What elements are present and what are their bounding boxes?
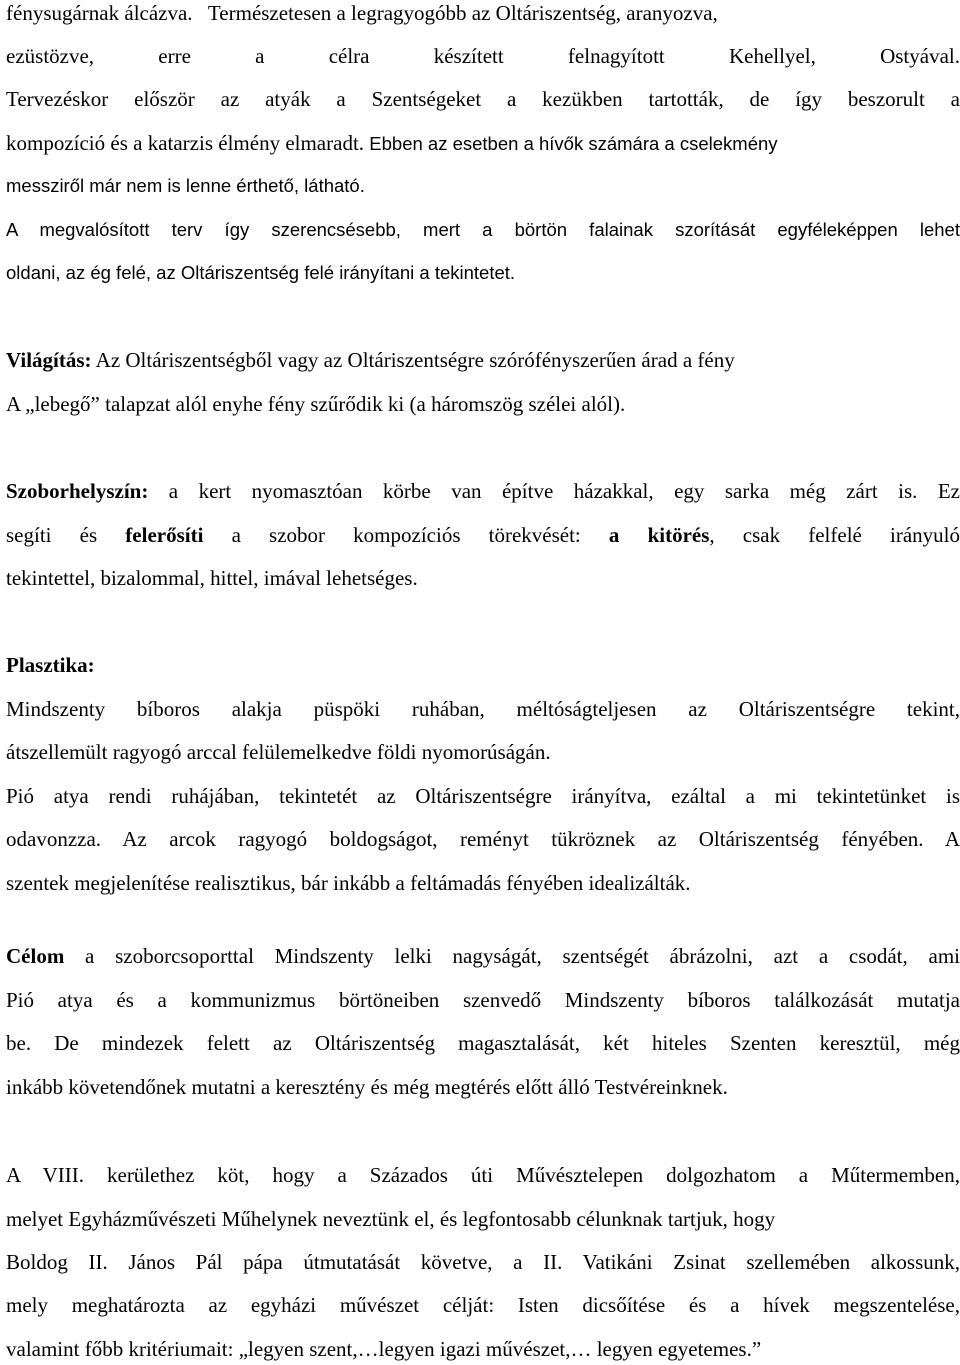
intro-line-7: oldani, az ég felé, az Oltáriszentség felé irányítani a tekintetet. xyxy=(6,262,516,283)
plastic-line-1: Mindszenty bíboros alakja püspöki ruhában, méltóságteljesen az Oltáriszentségre tekint, xyxy=(6,697,960,721)
closing-line-5: valamint főbb kritériumait: „legyen szent,…legyen igazi művészet,… legyen egyetemes.” xyxy=(6,1337,762,1361)
intro-line-6: A megvalósított terv így szerencsésebb, mert a börtön falainak szorítását egyféleképpen lehet xyxy=(6,219,960,240)
emphasis-felerositi: felerősíti xyxy=(125,523,204,547)
location-line-2: segíti és felerősíti a szobor kompozíciós törekvését: a kitörés, csak felfelé irányuló xyxy=(6,523,960,547)
lighting-label: Világítás: xyxy=(6,348,92,372)
goal-line-4: inkább követendőnek mutatni a keresztény és még megtérés előtt álló Testvéreinknek. xyxy=(6,1075,728,1099)
location-line-1: Szoborhelyszín: a kert nyomasztóan körbe van építve házakkal, egy sarka még zárt is. Ez xyxy=(6,479,960,503)
plastic-heading: Plasztika: xyxy=(6,653,95,677)
plastic-line-5: szentek megjelenítése realisztikus, bár inkább a feltámadás fényében idealizálták. xyxy=(6,871,691,895)
plastic-line-2: átszellemült ragyogó arccal felülemelkedve földi nyomorúságán. xyxy=(6,740,551,764)
goal-line-1: Célom a szoborcsoporttal Mindszenty lelki nagyságát, szentségét ábrázolni, azt a csodát, ami xyxy=(6,944,960,968)
closing-line-3: Boldog II. János Pál pápa útmutatását követve, a II. Vatikáni Zsinat szellemében alkossunk, xyxy=(6,1250,960,1274)
lighting-line-2: A „lebegő” talapzat alól enyhe fény szűrődik ki (a háromszög szélei alól). xyxy=(6,392,626,416)
intro-line-4: kompozíció és a katarzis élmény elmaradt. Ebben az esetben a hívők számára a cselekmény xyxy=(6,131,778,155)
goal-line-2: Pió atya és a kommunizmus börtöneiben szenvedő Mindszenty bíboros találkozását mutatja xyxy=(6,988,960,1012)
intro-line-2: ezüstözve, erre a célra készített felnagyított Kehellyel, Ostyával. xyxy=(6,44,960,68)
plastic-line-4: odavonzza. Az arcok ragyogó boldogságot, reményt tükröznek az Oltáriszentség fényében. A xyxy=(6,827,960,851)
location-line-3: tekintettel, bizalommal, hittel, imával lehetséges. xyxy=(6,566,418,590)
location-label: Szoborhelyszín: xyxy=(6,479,149,503)
closing-line-4: mely meghatározta az egyházi művészet célját: Isten dicsőítése és a hívek megszentelése, xyxy=(6,1293,960,1317)
intro-line-1: fénysugárnak álcázva. Természetesen a legragyogóbb az Oltáriszentség, aranyozva, xyxy=(6,1,718,25)
closing-line-2: melyet Egyházművészeti Műhelynek neveztünk el, és legfontosabb célunknak tartjuk, hogy xyxy=(6,1207,776,1231)
emphasis-kitores: a kitörés xyxy=(608,523,710,547)
closing-line-1: A VIII. kerülethez köt, hogy a Százados úti Művésztelepen dolgozhatom a Műtermemben, xyxy=(6,1163,960,1187)
plastic-line-3: Pió atya rendi ruhájában, tekintetét az Oltáriszentségre irányítva, ezáltal a mi tekintetünket is xyxy=(6,784,960,808)
goal-label: Célom xyxy=(6,944,65,968)
intro-line-3: Tervezéskor először az atyák a Szentségeket a kezükben tartották, de így beszorult a xyxy=(6,87,960,111)
intro-line-5: messziről már nem is lenne érthető, látható. xyxy=(6,175,365,196)
goal-line-3: be. De mindezek felett az Oltáriszentség magasztalását, két hiteles Szenten keresztül, még xyxy=(6,1031,960,1055)
lighting-line-1: Világítás: Az Oltáriszentségből vagy az Oltáriszentségre szórófényszerűen árad a fény xyxy=(6,348,735,372)
